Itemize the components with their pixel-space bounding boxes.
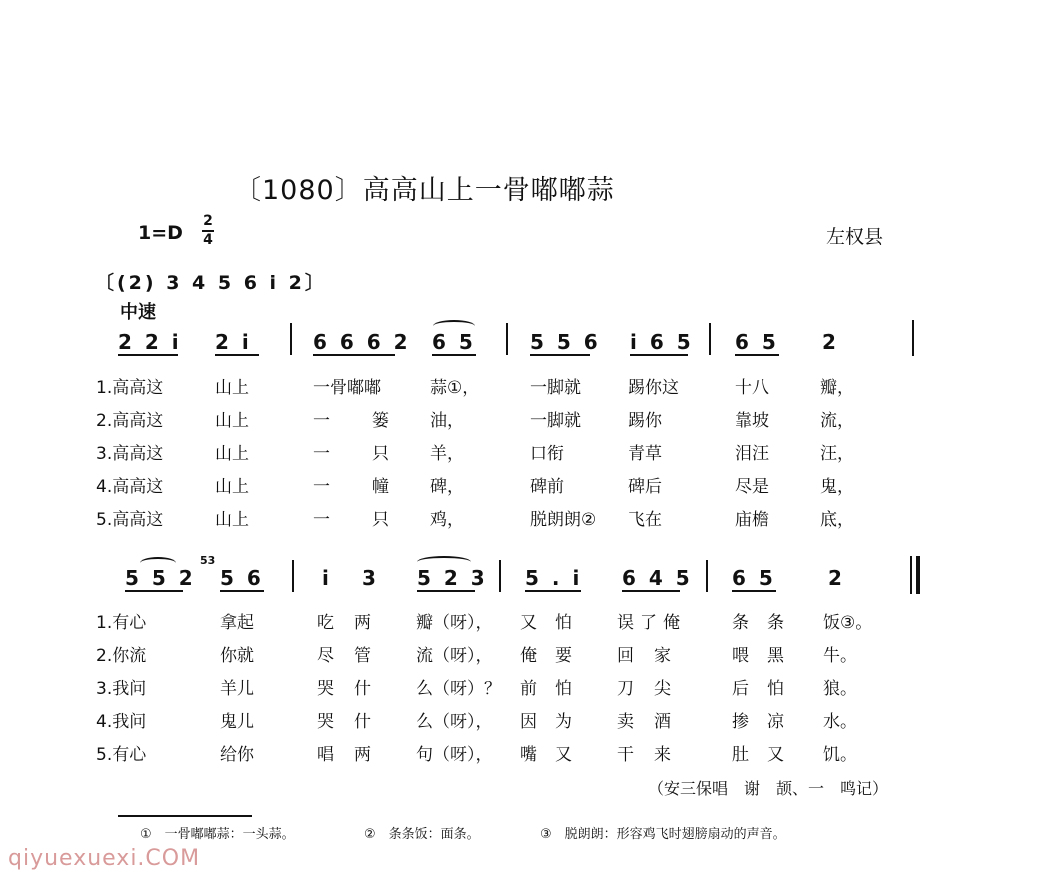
lyric: 刀尖	[617, 679, 691, 699]
note-group: 6 5	[735, 330, 779, 354]
lyric: 青草	[628, 444, 662, 464]
lyric: 口衔	[530, 444, 564, 464]
lyric: 十八	[735, 378, 769, 398]
watermark: qiyuexuexi.COM	[8, 846, 201, 871]
lyric: 瓣（呀），	[416, 613, 493, 633]
lyric: 尽管	[317, 646, 391, 666]
lyric: 么（呀），	[416, 712, 493, 732]
lyric: 鬼儿	[220, 712, 254, 732]
note-group: 2	[822, 330, 839, 354]
lyric: 3.我问	[96, 679, 147, 699]
note-group: 5 6	[220, 566, 264, 590]
lyric: 山上	[215, 477, 249, 497]
note-group: 3	[362, 566, 379, 590]
lyric: 一脚就	[530, 378, 581, 398]
lyric: 踢你	[628, 411, 662, 431]
lyric: 肚又	[732, 745, 802, 765]
grace-note: 53	[200, 554, 216, 567]
lyric: 只	[372, 444, 389, 464]
lyric: 一	[313, 411, 330, 431]
lyric: 饥。	[823, 745, 857, 765]
lyric: 流，	[820, 411, 854, 431]
lyric: 碑前	[530, 477, 564, 497]
tempo-marking: 中速	[120, 302, 156, 323]
time-signature	[202, 214, 214, 248]
lyric: 前怕	[520, 679, 590, 699]
lyric: 给你	[220, 745, 254, 765]
footnote: ① 一骨嘟嘟蒜：一头蒜。	[140, 827, 295, 842]
footnote-divider	[118, 815, 252, 817]
lyric: 3.高高这	[96, 444, 164, 464]
lyric: 吃两	[317, 613, 391, 633]
lyric: 篓	[372, 411, 389, 431]
lyric: 尽是	[735, 477, 769, 497]
note-group: 6 5	[732, 566, 776, 590]
lyric: 后怕	[732, 679, 802, 699]
region-label: 左权县	[826, 226, 884, 248]
lyric: 水。	[823, 712, 857, 732]
lyric: 脱朗朗②	[530, 510, 597, 530]
lyric: 羊，	[430, 444, 464, 464]
lyric: 飞在	[628, 510, 662, 530]
note-group: 5 2 3	[417, 566, 488, 590]
lyric: 只	[372, 510, 389, 530]
lyric: 山上	[215, 378, 249, 398]
lyric: 1.高高这	[96, 378, 164, 398]
lyric: 干来	[617, 745, 691, 765]
lyric: 鸡，	[430, 510, 464, 530]
lyric: 踢你这	[628, 378, 679, 398]
lyric: 又怕	[520, 613, 590, 633]
lyric: 饭③。	[823, 613, 873, 633]
lyric: 流（呀），	[416, 646, 493, 666]
lyric: 哭什	[317, 679, 391, 699]
time-top: 2	[203, 213, 213, 229]
lyric: 幢	[372, 477, 389, 497]
lyric: 羊儿	[220, 679, 254, 699]
lyric: 因为	[520, 712, 590, 732]
note-group: 5 . i	[525, 566, 583, 590]
lyric: 一	[313, 477, 330, 497]
note-group: 5 5 2	[125, 566, 196, 590]
lyric: 底，	[820, 510, 854, 530]
note-group: 6 4 5	[622, 566, 693, 590]
lyric: 嘴又	[520, 745, 590, 765]
note-group: i 6 5	[630, 330, 694, 354]
lyric: 4.我问	[96, 712, 147, 732]
lyric: 唱两	[317, 745, 391, 765]
lyric: 山上	[215, 444, 249, 464]
key-signature: 1=D	[138, 222, 183, 244]
lyric: 掺凉	[732, 712, 802, 732]
lyric: 蒜①，	[430, 378, 480, 398]
lyric: 2.高高这	[96, 411, 164, 431]
lyric: 山上	[215, 411, 249, 431]
lyric: 喂黑	[732, 646, 802, 666]
lyric: 句（呀），	[416, 745, 493, 765]
lyric: 你就	[220, 646, 254, 666]
lyric: 鬼，	[820, 477, 854, 497]
footnote: ③ 脱朗朗：形容鸡飞时翅膀扇动的声音。	[540, 827, 786, 842]
intro-line: 〔(2) 3 4 5 6 i 2〕	[95, 272, 327, 294]
lyric: 么（呀）？	[416, 679, 501, 699]
lyric: 卖酒	[617, 712, 691, 732]
song-title: 〔1080〕高高山上一骨嘟嘟蒜	[234, 175, 615, 206]
note-group: 2 2 i	[118, 330, 182, 354]
lyric: 瓣，	[820, 378, 854, 398]
lyric: 碑后	[628, 477, 662, 497]
lyric: 俺要	[520, 646, 590, 666]
lyric: 5.高高这	[96, 510, 164, 530]
lyric: 误了俺	[617, 613, 686, 633]
lyric: 一	[313, 510, 330, 530]
lyric: 一骨嘟嘟	[313, 378, 381, 398]
lyric: 牛。	[823, 646, 857, 666]
note-group: 6 5	[432, 330, 476, 354]
lyric: 2.你流	[96, 646, 147, 666]
note-group: 2	[828, 566, 845, 590]
lyric: 回家	[617, 646, 691, 666]
note-group: i	[322, 566, 332, 590]
lyric: 狼。	[823, 679, 857, 699]
lyric: 汪，	[820, 444, 854, 464]
time-bottom: 4	[203, 232, 213, 248]
lyric: 山上	[215, 510, 249, 530]
lyric: 哭什	[317, 712, 391, 732]
lyric: 泪汪	[735, 444, 769, 464]
lyric: 油，	[430, 411, 464, 431]
lyric: 拿起	[220, 613, 254, 633]
lyric: 一脚就	[530, 411, 581, 431]
lyric: 1.有心	[96, 613, 147, 633]
lyric: 4.高高这	[96, 477, 164, 497]
credit-line: （安三保唱 谢 颉、一 鸣记）	[648, 779, 889, 798]
note-group: 2 i	[215, 330, 252, 354]
lyric: 靠坡	[735, 411, 769, 431]
lyric: 庙檐	[735, 510, 769, 530]
lyric: 5.有心	[96, 745, 147, 765]
lyric: 条条	[732, 613, 802, 633]
lyric: 一	[313, 444, 330, 464]
note-group: 5 5 6	[530, 330, 601, 354]
note-group: 6 6 6 2	[313, 330, 411, 354]
lyric: 碑，	[430, 477, 464, 497]
footnote: ② 条条饭：面条。	[364, 827, 480, 842]
